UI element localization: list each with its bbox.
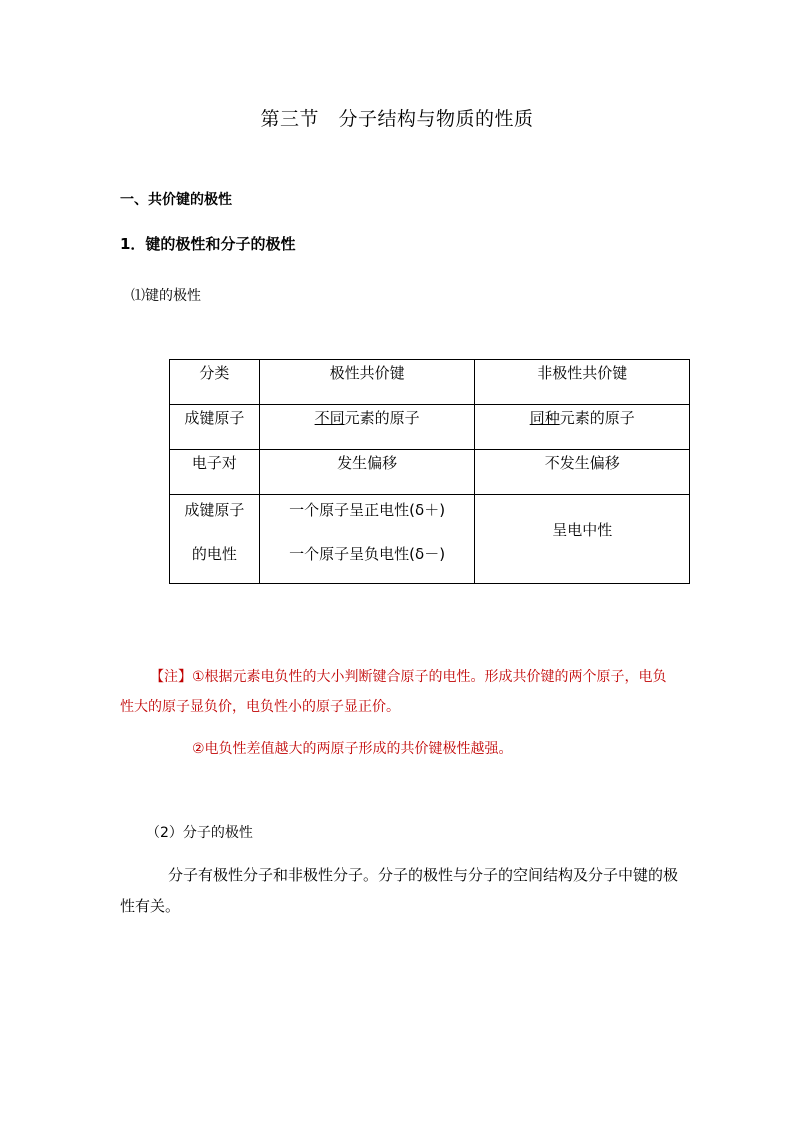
cell-nonpolar: 呈电中性 xyxy=(475,495,690,584)
table-row xyxy=(170,405,690,450)
cell-polar: 发生偏移 xyxy=(259,450,475,495)
row-label-line1: 成键原子 xyxy=(184,501,245,519)
row-label: 成键原子 xyxy=(170,405,260,450)
note-paragraph: 【注】①根据元素电负性的大小判断键合原子的电性。形成共价键的两个原子，电负性大的原子显负价，电负性小的原子显正价。 xyxy=(120,669,667,715)
subsection-heading: 1．键的极性和分子的极性 xyxy=(120,235,296,253)
item-heading-bond-polarity xyxy=(131,285,201,305)
header-cell-nonpolar: 非极性共价键 xyxy=(475,360,690,405)
item-number: ⑴ xyxy=(131,288,145,304)
table-row xyxy=(170,450,690,495)
bond-polarity-table xyxy=(169,359,690,584)
row-label-line2: 的电性 xyxy=(191,545,237,563)
table-row xyxy=(170,495,690,584)
page-title: 第三节 分子结构与物质的性质 xyxy=(260,108,534,130)
cell-line1: 一个原子呈正电性(δ＋) xyxy=(289,501,446,519)
cell-text: 元素的原子 xyxy=(344,409,420,427)
row-label xyxy=(170,495,260,584)
body-paragraph: 分子有极性分子和非极性分子。分子的极性与分子的空间结构及分子中键的极性有关。 xyxy=(120,866,679,915)
cell-text: 元素的原子 xyxy=(559,409,635,427)
cell-nonpolar xyxy=(475,405,690,450)
item-heading-molecular-polarity: （2）分子的极性 xyxy=(146,825,253,841)
cell-polar xyxy=(259,405,475,450)
cell-polar xyxy=(259,495,475,584)
header-cell-category: 分类 xyxy=(170,360,260,405)
row-label: 电子对 xyxy=(170,450,260,495)
cell-line2: 一个原子呈负电性(δ－) xyxy=(289,545,446,563)
header-cell-polar: 极性共价键 xyxy=(259,360,475,405)
underlined-answer: 不同 xyxy=(314,409,345,427)
note-paragraph-2: ②电负性差值越大的两原子形成的共价键极性越强。 xyxy=(192,741,513,757)
table-header-row xyxy=(170,360,690,405)
cell-nonpolar: 不发生偏移 xyxy=(475,450,690,495)
section-heading: 一、共价键的极性 xyxy=(120,192,232,208)
underlined-answer: 同种 xyxy=(529,409,560,427)
item-text: 键的极性 xyxy=(145,288,201,304)
